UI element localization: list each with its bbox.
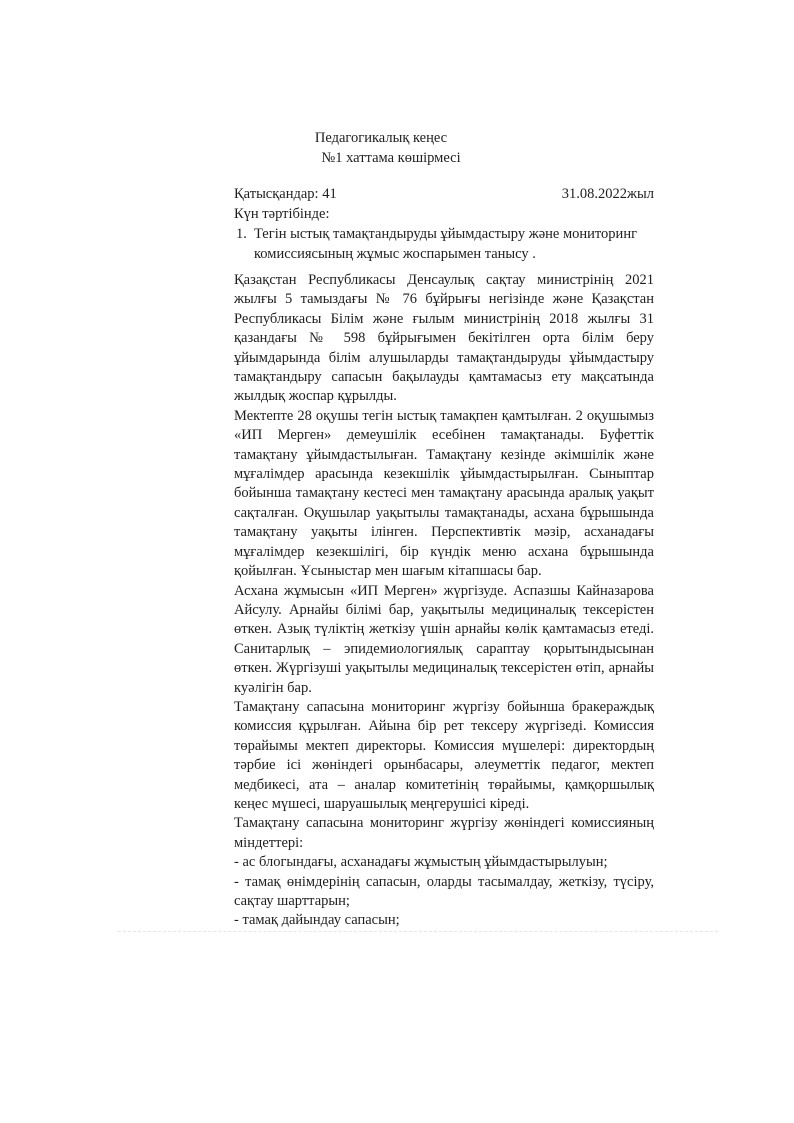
list-item: - тамақ өнімдерінің сапасын, оларды тасымалдау, жеткізу, түсіру, сақтау шарттарын; bbox=[234, 873, 654, 909]
agenda-item-number: 1. bbox=[236, 226, 247, 242]
document-title bbox=[0, 128, 794, 168]
title-line-council: Педагогикалық кеңес bbox=[314, 130, 448, 146]
agenda-heading: Күн тәртібінде: bbox=[234, 206, 330, 222]
title-line-protocol: №1 хаттама көшірмесі bbox=[321, 150, 461, 166]
paragraph-legal-basis: Қазақстан Республикасы Денсаулық сақтау министрінің 2021 жылғы 5 тамыздағы № 76 бұйрығы негізінде және Қазақстан Республикасы Білім және ғылым министрінің 2018 жылғы 31 қазандағы № 598 бұйрығымен бекітілген орта білім беру ұйымдарында білім алушыларды тамақтандыруды ұйымдастыру тамақтандыру сапасын бақылауды қамтамасыз ету мақсатында жылдық жоспар құрылды. bbox=[234, 272, 654, 405]
paragraph-school-meals: Мектепте 28 оқушы тегін ыстық тамақпен қамтылған. 2 оқушымыз «ИП Мерген» демеушілік есебінен тамақтанады. Буфеттік тамақтану ұйымдастылыған. Тамақтану кезінде әкімшілік және мұғалімдер арасында кезекшілік ұйымдастырылған. Сыныптар бойынша тамақтану кестесі мен тамақтану арасында аралық уақыт сақталған. Оқушылар уақытылы тамақтанады, асхана бұрышында тамақтану уақыты ілінген. Перспективтік мәзір, асханадағы мұғалімдер кезекшілігі, бір күндік меню асхана бұрышында қойылған. Ұсыныстар мен шағым кітапшасы бар. bbox=[234, 407, 654, 580]
scan-artifact-line bbox=[118, 931, 718, 932]
meta-row bbox=[234, 184, 654, 204]
document-body bbox=[234, 271, 654, 931]
meeting-date: 31.08.2022жыл bbox=[561, 186, 654, 202]
paragraph-commission-duties: Тамақтану сапасына мониторинг жүргізу жөніндегі комиссияның міндеттері: bbox=[234, 815, 654, 851]
participants-count: Қатысқандар: 41 bbox=[234, 186, 337, 202]
list-item: - тамақ дайындау сапасын; bbox=[234, 912, 400, 929]
list-item: - ас блогындағы, асханадағы жұмыстың ұйымдастырылуын; bbox=[234, 854, 608, 871]
agenda-item bbox=[234, 224, 654, 264]
paragraph-commission: Тамақтану сапасына мониторинг жүргізу бойынша бракераждық комиссия құрылған. Айына бір рет тексеру жүргізеді. Комиссия төрайымы мектеп директоры. Комиссия мүшелері: директордың тәрбие ісі жөніндегі орынбасары, әлеуметтік педагог, мектеп медбикесі, ата – аналар комитетінің төрайымы, қамқоршылық кеңес мүшесі, шаруашылық меңгерушісі кіреді. bbox=[234, 698, 654, 812]
meeting-meta bbox=[234, 184, 654, 264]
agenda-item-text: Тегін ыстық тамақтандыруды ұйымдастыру және мониторинг комиссиясының жұмыс жоспарымен танысу . bbox=[254, 226, 638, 262]
paragraph-canteen: Асхана жұмысын «ИП Мерген» жүргізуде. Аспазшы Кайназарова Айсулу. Арнайы білімі бар, уақытылы медициналық тексерістен өткен. Азық түліктің жеткізу үшін арнайы көлік қамтамасыз етеді. Санитарлық – эпидемиологиялық сараптау қорытындысынан өткен. Жүргізуші уақытылы медициналық тексерістен өтіп, арнайы куәлігін бар. bbox=[234, 582, 654, 696]
